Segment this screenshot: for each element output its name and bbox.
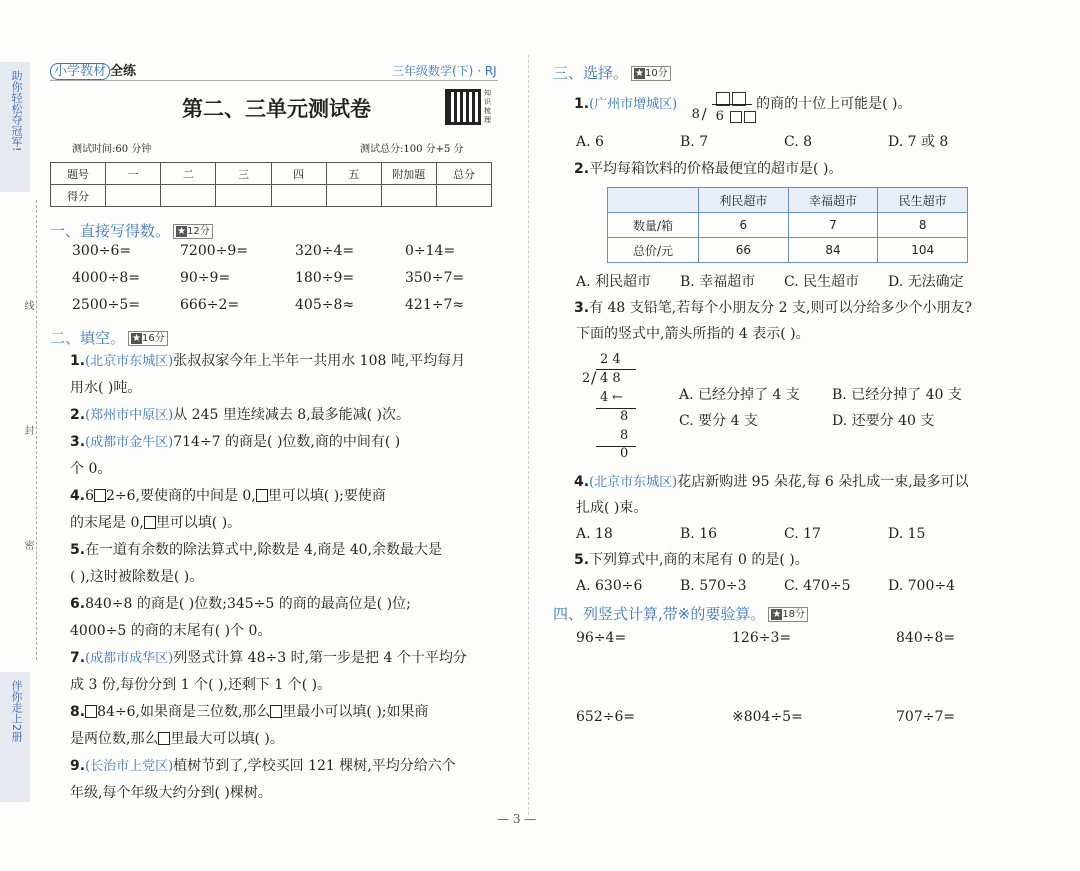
calc-item: 7200÷9=: [180, 243, 248, 259]
division-bar: [596, 369, 636, 370]
division-line1: [596, 408, 636, 409]
division-step3: 8: [620, 428, 629, 443]
option-b[interactable]: B. 570÷3: [680, 578, 747, 594]
division-quotient: 2 4: [600, 352, 621, 367]
page-number: — 3 —: [497, 812, 537, 826]
section2-questions: [70, 348, 500, 807]
fill-question-5: 5.在一道有余数的除法算式中,除数是 4,商是 40,余数最大是: [70, 542, 443, 558]
option-a[interactable]: A. 利民超市: [576, 274, 652, 290]
grade-label: 三年级数学(下) · RJ: [392, 64, 497, 78]
choice-question-3-cont: 下面的竖式中,箭头所指的 4 表示( )。: [576, 326, 810, 342]
side-brand: 伴你走上2册: [10, 680, 23, 742]
score-cell: 总分: [436, 163, 491, 185]
calc-item: 707÷7=: [896, 709, 956, 725]
score-input[interactable]: [106, 185, 161, 207]
table-cell: 民生超市: [878, 188, 968, 213]
choice-question-4-cont: 扎成( )束。: [576, 500, 648, 516]
section4-row2: [576, 709, 955, 725]
calc-row: [72, 297, 492, 324]
section4-title: 四、列竖式计算,带※的要验算。 ★18分: [553, 603, 808, 624]
score-input[interactable]: [161, 185, 216, 207]
fill-question-7: 7.(成都市成华区)列竖式计算 48÷3 时,第一步是把 4 个十平均分: [70, 650, 467, 666]
option-b[interactable]: B. 7: [680, 134, 709, 150]
fill-question-2: 2.(郑州市中原区)从 245 里连续减去 8,最多能减( )次。: [70, 407, 411, 423]
fill-question-8: 8. 84÷6,如果商是三位数,那么 里最小可以填( );如果商: [70, 704, 429, 720]
fill-question-9: 9.(长治市上党区)植树节到了,学校买回 121 棵树,平均分给六个: [70, 758, 456, 774]
calc-item: 96÷4=: [576, 630, 627, 646]
table-cell: 84: [788, 238, 878, 263]
score-badge: ★10分: [631, 66, 671, 81]
score-input[interactable]: [436, 185, 491, 207]
calc-item: 320÷4=: [295, 243, 355, 259]
option-c[interactable]: C. 470÷5: [784, 578, 851, 594]
header-rule: [50, 80, 498, 81]
qr-code-icon: [445, 89, 481, 125]
division-step2: 8: [620, 409, 629, 424]
score-cell: 四: [271, 163, 326, 185]
price-header-row: [608, 188, 968, 213]
score-cell: 题号: [51, 163, 106, 185]
brand-logo: [50, 60, 136, 79]
logo-suffix: 全练: [110, 64, 137, 79]
score-badge: ★12分: [173, 224, 213, 239]
option-d[interactable]: D. 15: [888, 526, 926, 542]
option-a[interactable]: A. 630÷6: [576, 578, 643, 594]
calc-item: 652÷6=: [576, 709, 636, 725]
fill-question-6-cont: 4000÷5 的商的末尾有( )个 0。: [70, 623, 272, 639]
fill-question-4: 4.6 2÷6,要使商的中间是 0, 里可以填( );要使商: [70, 488, 386, 504]
table-cell: 幸福超市: [788, 188, 878, 213]
fill-question-8-cont: 是两位数,那么 里最大可以填( )。: [70, 731, 284, 747]
arrow-left-icon: ←: [612, 390, 623, 405]
fill-question-3-cont: 个 0。: [70, 461, 112, 477]
section1-title: 一、直接写得数。 ★12分: [50, 220, 213, 241]
score-input[interactable]: [216, 185, 271, 207]
table-cell: 总价/元: [608, 238, 699, 263]
margin-mark-seal: 封: [22, 425, 33, 435]
calc-item: 666÷2=: [180, 297, 240, 313]
calc-row: [72, 270, 492, 297]
calc-item: 0÷14=: [405, 243, 456, 259]
test-time: 测试时间:60 分钟: [72, 144, 152, 155]
table-cell: [608, 188, 699, 213]
score-input[interactable]: [271, 185, 326, 207]
margin-mark-line: 线: [22, 300, 33, 310]
calc-item: ※804÷5=: [732, 709, 803, 725]
choice-question-4: 4.(北京市东城区)花店新购进 95 朵花,每 6 朵扎成一束,最多可以: [574, 474, 969, 490]
section2-title: 二、填空。 ★16分: [50, 327, 168, 348]
option-b[interactable]: B. 幸福超市: [680, 274, 756, 290]
score-input-row: [51, 185, 492, 207]
margin-mark-secret: 密: [22, 540, 33, 550]
choice-question-5: 5.下列算式中,商的末尾有 0 的是( )。: [574, 552, 809, 568]
score-input[interactable]: [381, 185, 436, 207]
price-row: [608, 238, 968, 263]
division-step1: 4: [600, 390, 609, 405]
test-total: 测试总分:100 分+5 分: [360, 144, 464, 155]
choice-question-2: 2.平均每箱饮料的价格最便宜的超市是( )。: [574, 161, 843, 177]
score-cell: 一: [106, 163, 161, 185]
option-b[interactable]: B. 已经分掉了 40 支: [832, 387, 962, 403]
binding-line: [36, 200, 37, 660]
fill-question-1: 1.(北京市东城区)张叔叔家今年上半年一共用水 108 吨,平均每月: [70, 353, 466, 369]
section3-title: 三、选择。 ★10分: [553, 62, 671, 83]
score-cell: 三: [216, 163, 271, 185]
page-title: 第二、三单元测试卷: [182, 97, 371, 121]
division-remainder: 0: [620, 446, 629, 461]
option-c[interactable]: C. 17: [784, 526, 821, 542]
table-cell: 数量/箱: [608, 213, 699, 238]
calc-item: 350÷7=: [405, 270, 465, 286]
score-badge: ★18分: [768, 607, 808, 622]
division-bracket: /: [591, 368, 597, 387]
calc-row: [72, 243, 492, 270]
division-blank-figure: 8 / 6: [682, 91, 752, 118]
price-row: [608, 213, 968, 238]
fill-question-4-cont: 的末尾是 0, 里可以填( )。: [70, 515, 242, 531]
option-d[interactable]: D. 7 或 8: [888, 134, 949, 150]
calc-item: 2500÷5=: [72, 297, 140, 313]
score-input[interactable]: [326, 185, 381, 207]
calc-item: 840÷8=: [896, 630, 956, 646]
page-divider: [528, 55, 529, 815]
table-cell: 66: [699, 238, 789, 263]
table-cell: 7: [788, 213, 878, 238]
division-line2: [596, 446, 636, 447]
option-d[interactable]: D. 还要分 40 支: [832, 413, 935, 429]
fill-question-6: 6.840÷8 的商是( )位数;345÷5 的商的最高位是( )位;: [70, 596, 411, 612]
choice-options-3b: [679, 408, 934, 435]
fill-question-9-cont: 年级,每个年级大约分到( )棵树。: [70, 785, 272, 801]
choice-question-3: 3.有 48 支铅笔,若每个小朋友分 2 支,则可以分给多少个小朋友?: [574, 300, 972, 316]
side-banner-top: [0, 62, 30, 192]
option-d[interactable]: D. 无法确定: [888, 274, 964, 290]
score-cell: 二: [161, 163, 216, 185]
calc-item: 405÷8≈: [295, 297, 355, 313]
score-table: [50, 162, 492, 207]
option-a[interactable]: A. 6: [576, 134, 604, 150]
choice-options-1: [576, 129, 948, 156]
side-slogan: 助你轻松夺冠军!: [10, 70, 23, 152]
score-cell: 五: [326, 163, 381, 185]
price-table: [607, 187, 968, 263]
choice-options-3a: [679, 382, 962, 409]
choice-options-5: [576, 573, 955, 600]
fill-question-7-cont: 成 3 份,每份分到 1 个( ),还剩下 1 个( )。: [70, 677, 332, 693]
table-cell: 104: [878, 238, 968, 263]
score-cell: 得分: [51, 185, 106, 207]
score-badge: ★16分: [128, 331, 168, 346]
fill-question-5-cont: ( ),这时被除数是( )。: [70, 569, 204, 585]
option-c[interactable]: C. 8: [784, 134, 813, 150]
fill-question-3: 3.(成都市金牛区)714÷7 的商是( )位数,商的中间有( ): [70, 434, 401, 450]
qr-label: 知识梳理: [484, 89, 491, 124]
option-a[interactable]: A. 18: [576, 526, 613, 542]
long-division-figure: [580, 352, 640, 462]
option-b[interactable]: B. 16: [680, 526, 718, 542]
table-cell: 利民超市: [699, 188, 789, 213]
table-cell: 6: [699, 213, 789, 238]
calc-item: 4000÷8=: [72, 270, 140, 286]
option-c[interactable]: C. 民生超市: [784, 274, 860, 290]
section1-grid: [72, 243, 492, 324]
division-divisor: 2: [582, 371, 591, 386]
division-dividend: 4 8: [600, 371, 621, 386]
choice-question-1: 1.(广州市增城区) 8 / 6 的商的十位上可能是( )。: [574, 91, 912, 118]
option-c[interactable]: C. 要分 4 支: [679, 413, 758, 429]
section4-row1: [576, 630, 955, 646]
score-cell: 附加题: [381, 163, 436, 185]
option-d[interactable]: D. 700÷4: [888, 578, 955, 594]
choice-options-2: [576, 269, 964, 296]
calc-item: 90÷9=: [180, 270, 231, 286]
logo-prefix: 小学教材: [50, 63, 110, 80]
calc-item: 126÷3=: [732, 630, 792, 646]
side-banner-bottom: [0, 672, 30, 802]
fill-question-1-cont: 用水( )吨。: [70, 380, 142, 396]
calc-item: 300÷6=: [72, 243, 132, 259]
option-a[interactable]: A. 已经分掉了 4 支: [679, 387, 800, 403]
choice-options-4: [576, 521, 925, 548]
calc-item: 421÷7≈: [405, 297, 465, 313]
calc-item: 180÷9=: [295, 270, 355, 286]
score-header-row: [51, 163, 492, 185]
table-cell: 8: [878, 213, 968, 238]
